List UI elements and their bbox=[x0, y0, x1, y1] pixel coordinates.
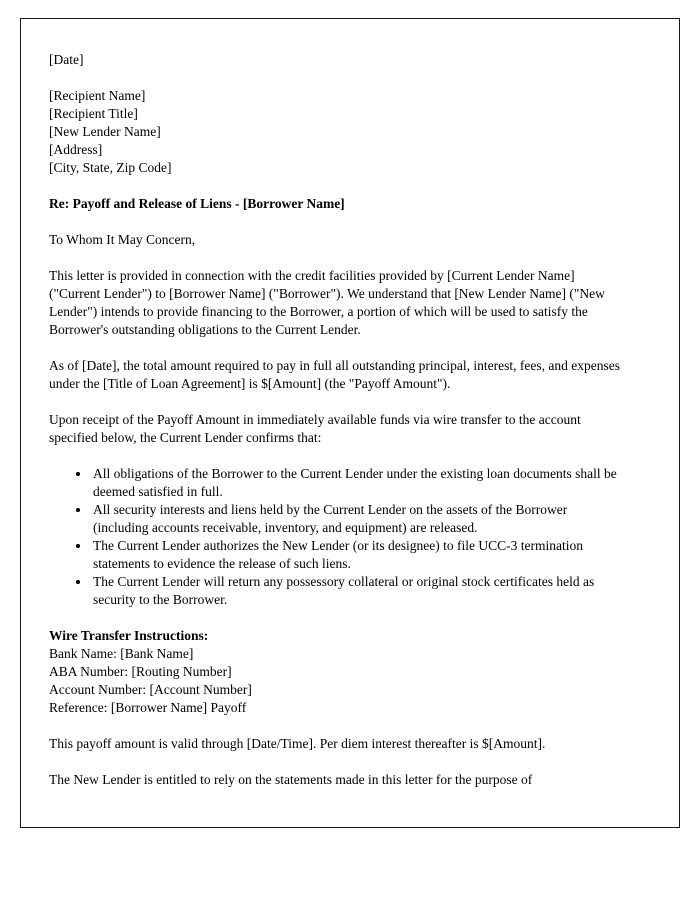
paragraph-reliance: The New Lender is entitled to rely on the statements made in this letter for the purpose of bbox=[49, 772, 533, 787]
letter-page bbox=[20, 18, 680, 828]
paragraph-confirmations-lead: Upon receipt of the Payoff Amount in immediately available funds via wire transfer to the account specified below, the Current Lender confirms that: bbox=[49, 412, 581, 445]
confirmation-item-ucc3: • The Current Lender authorizes the New Lender (or its designee) to file UCC-3 termination statements to evidence the release of such liens. bbox=[91, 537, 624, 573]
recipient-title: [Recipient Title] bbox=[49, 106, 138, 121]
wire-account-number: Account Number: [Account Number] bbox=[49, 682, 252, 697]
salutation: To Whom It May Concern, bbox=[49, 232, 196, 247]
confirmation-item-collateral-return: • The Current Lender will return any possessory collateral or original stock certificates held as security to the Borrower. bbox=[91, 573, 624, 609]
paragraph-validity: This payoff amount is valid through [Date/Time]. Per diem interest thereafter is $[Amount]. bbox=[49, 736, 546, 751]
confirmation-list bbox=[49, 465, 624, 609]
wire-reference: Reference: [Borrower Name] Payoff bbox=[49, 700, 247, 715]
recipient-lender-name: [New Lender Name] bbox=[49, 124, 161, 139]
recipient-name: [Recipient Name] bbox=[49, 88, 146, 103]
paragraph-payoff-amount: As of [Date], the total amount required to pay in full all outstanding principal, interest, fees, and expenses under the [Title of Loan Agreement] is $[Amount] (the "Payoff Amount"). bbox=[49, 358, 620, 391]
recipient-address: [Address] bbox=[49, 142, 103, 157]
recipient-city-state-zip: [City, State, Zip Code] bbox=[49, 160, 172, 175]
subject-line: Re: Payoff and Release of Liens - [Borrower Name] bbox=[49, 196, 345, 211]
wire-aba-number: ABA Number: [Routing Number] bbox=[49, 664, 232, 679]
wire-bank-name: Bank Name: [Bank Name] bbox=[49, 646, 194, 661]
confirmation-item-liens-released: • All security interests and liens held by the Current Lender on the assets of the Borrower (including accounts receivable, inventory, and equipment) are released. bbox=[91, 501, 624, 537]
confirmation-item-obligations: • All obligations of the Borrower to the Current Lender under the existing loan documents shall be deemed satisfied in full. bbox=[91, 465, 624, 501]
paragraph-intro: This letter is provided in connection with the credit facilities provided by [Current Lender Name] ("Current Lender") to [Borrower Name] ("Borrower"). We understand that [New Lender Name] ("New Lender") intends to provide financing to the Borrower, a portion of which will be used to satisfy the Borrower's outstanding obligations to the Current Lender. bbox=[49, 268, 605, 337]
wire-transfer-header: Wire Transfer Instructions: bbox=[49, 628, 209, 643]
recipient-block bbox=[49, 87, 624, 177]
date-line: [Date] bbox=[49, 52, 84, 67]
wire-transfer-block bbox=[49, 627, 624, 717]
